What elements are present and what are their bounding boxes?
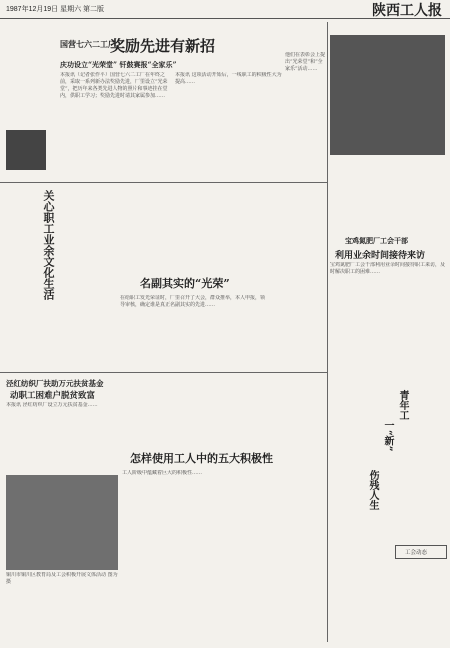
masthead <box>0 0 450 19</box>
right-top-photo <box>330 35 445 155</box>
newspaper-logo: 陕西工人报 <box>372 3 442 19</box>
bottom-text: 工人阶级中蕴藏着巨大的积极性…… <box>122 470 203 476</box>
right-text: 宝鸡氮肥厂工会干部利用业余时间接待职工来访，及时解决职工的困难…… <box>330 262 445 275</box>
lower-left-headline-1: 泾红纺织厂扶助万元扶贫基金 <box>6 379 104 388</box>
right-vertical-2: 一“新” <box>382 420 393 452</box>
logo-image <box>6 130 46 170</box>
right-headline: 利用业余时间接待来访 <box>335 251 426 261</box>
middle-headline: 名副其实的“光荣” <box>140 277 230 290</box>
issue-date: 1987年12月19日 星期六 第二版 <box>6 6 105 13</box>
top-headline: 奖励先进有新招 <box>110 37 216 55</box>
lower-left-photo <box>6 475 118 570</box>
right-vertical-3: 伤残人生 <box>367 470 378 510</box>
bottom-headline: 怎样使用工人中的五大积极性 <box>130 452 273 465</box>
middle-text: 在给职工发光荣证时，厂里召开了大会，群众推举，本人申报，领导审核，确定谁是真正名副其实的先进…… <box>120 295 265 308</box>
lower-left-photo-caption: 铜川市铜川区教育局及工会积极开展文体活动 图为 摄 <box>6 572 118 585</box>
union-news-label: 工会动态 <box>405 550 428 556</box>
lower-left-text: 本报讯 泾红纺织厂设立万元扶贫基金…… <box>6 402 98 408</box>
top-paragraph-2: 本报讯 这项活动开始后，一线职工的积极性大为提高…… <box>175 72 282 85</box>
rule-horizontal-2 <box>0 372 327 373</box>
top-kicker: 国营七六二工厂 <box>60 39 116 49</box>
rule-horizontal-1 <box>0 182 327 183</box>
rule-vertical-1 <box>327 22 328 642</box>
right-vertical-1: 青年工 <box>397 390 408 420</box>
top-paragraph-3: 他们在表彰会上提出“光荣堂”和“全家乐”活动…… <box>285 52 325 72</box>
left-vertical-title: 关心职工业余文化生活 <box>42 190 55 300</box>
lower-left-headline-2: 动职工困难户脱贫致富 <box>10 391 96 401</box>
top-paragraph-1: 本报讯（记者张作平）国营七六二工厂在年终之前，采取一系列新办法奖励先进，厂里设立“光荣堂”，把历年来各类先进人物的照片和事迹挂在堂内，供职工学习；奖励先进时请其家属参加…… <box>60 72 168 99</box>
right-photo-caption: 宝鸡氮肥厂工会干部 <box>345 236 408 245</box>
top-subhead: 庆功设立“光荣堂” 钎鼓赛报“全家乐” <box>60 60 177 69</box>
